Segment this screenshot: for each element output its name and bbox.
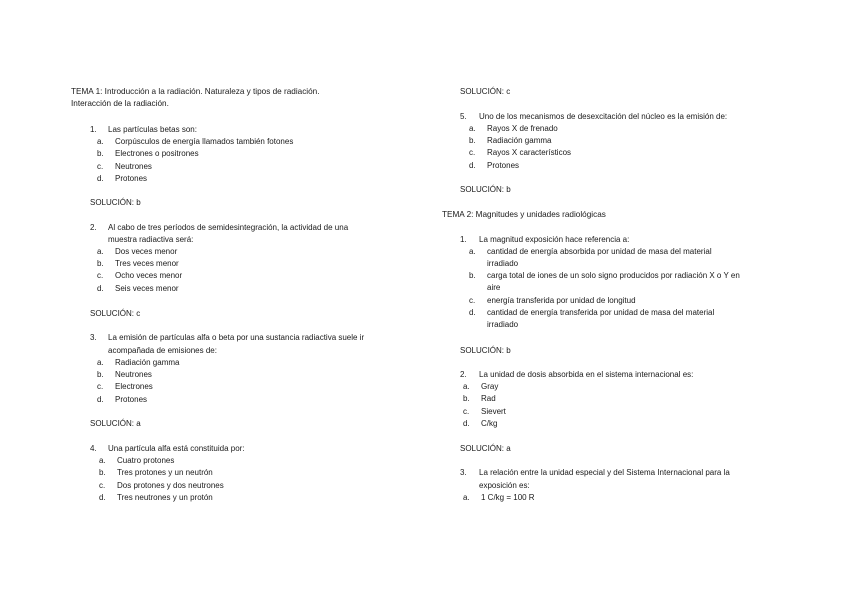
option-letter: b. <box>97 149 104 158</box>
option-text-line2: aire <box>487 283 501 292</box>
option-text: Radiación gamma <box>115 358 180 367</box>
t2-question-2-text: La unidad de dosis absorbida en el sistema internacional es: <box>479 370 694 379</box>
option-text: Cuatro protones <box>117 456 175 465</box>
option-text: Tres neutrones y un protón <box>117 493 213 502</box>
option-text: Tres protones y un neutrón <box>117 468 213 477</box>
question-1-text: Las partículas betas son: <box>108 125 197 134</box>
option-letter: a. <box>97 247 104 256</box>
option-letter: d. <box>469 161 476 170</box>
option-letter: a. <box>97 137 104 146</box>
option-letter: c. <box>97 162 104 171</box>
option-letter: c. <box>97 382 104 391</box>
option-letter: a. <box>469 124 476 133</box>
option-text: Seis veces menor <box>115 284 179 293</box>
t2-question-3-text-line2: exposición es: <box>479 481 530 490</box>
t2-solution-2: SOLUCIÓN: a <box>460 444 511 453</box>
solution-2: SOLUCIÓN: c <box>90 309 141 318</box>
t2-question-1-number: 1. <box>460 235 467 244</box>
option-letter: b. <box>99 468 106 477</box>
option-text: C/kg <box>481 419 498 428</box>
option-text: Protones <box>115 395 148 404</box>
t2-question-2-number: 2. <box>460 370 467 379</box>
question-3-text-line1: La emisión de partículas alfa o beta por una sustancia radiactiva suele ir <box>108 333 365 342</box>
tema1-title-line1: TEMA 1: Introducción a la radiación. Naturaleza y tipos de radiación. <box>71 87 320 96</box>
question-2-text-line1: Al cabo de tres períodos de semidesintegración, la actividad de una <box>108 223 349 232</box>
option-letter: b. <box>469 136 476 145</box>
question-5-number: 5. <box>460 112 467 121</box>
option-text-line2: irradiado <box>487 259 519 268</box>
option-text: Radiación gamma <box>487 136 552 145</box>
option-text: Sievert <box>481 407 506 416</box>
option-text: Electrones <box>115 382 153 391</box>
option-letter: c. <box>469 148 476 157</box>
question-5-text: Uno de los mecanismos de desexcitación del núcleo es la emisión de: <box>479 112 728 121</box>
option-letter: a. <box>469 247 476 256</box>
t2-question-3-number: 3. <box>460 468 467 477</box>
option-text: Ocho veces menor <box>115 271 183 280</box>
option-letter: a. <box>463 382 470 391</box>
option-text: Dos protones y dos neutrones <box>117 481 224 490</box>
option-letter: c. <box>99 481 106 490</box>
solution-5: SOLUCIÓN: b <box>460 185 511 194</box>
question-2-text-line2: muestra radiactiva será: <box>108 235 194 244</box>
solution-1: SOLUCIÓN: b <box>90 198 141 207</box>
option-text-line1: carga total de iones de un solo signo producidos por radiación X o Y en <box>487 271 740 280</box>
solution-3: SOLUCIÓN: a <box>90 419 141 428</box>
question-2-number: 2. <box>90 223 97 232</box>
option-letter: d. <box>97 174 104 183</box>
option-letter: b. <box>97 259 104 268</box>
question-4-text: Una partícula alfa está constituida por: <box>108 444 245 453</box>
option-text: 1 C/kg = 100 R <box>481 493 535 502</box>
option-text: Neutrones <box>115 370 152 379</box>
t2-solution-1: SOLUCIÓN: b <box>460 346 511 355</box>
option-letter: d. <box>99 493 106 502</box>
option-letter: d. <box>97 284 104 293</box>
option-letter: a. <box>463 493 470 502</box>
option-text: Rayos X característicos <box>487 148 572 157</box>
solution-4: SOLUCIÓN: c <box>460 87 511 96</box>
question-1-number: 1. <box>90 125 97 134</box>
option-text: Dos veces menor <box>115 247 178 256</box>
option-letter: d. <box>469 308 476 317</box>
tema1-title-line2: Interacción de la radiación. <box>71 99 169 108</box>
option-text: Gray <box>481 382 499 391</box>
option-text-line1: cantidad de energía transferida por unidad de masa del material <box>487 308 715 317</box>
t2-question-1-text: La magnitud exposición hace referencia a: <box>479 235 630 244</box>
option-letter: d. <box>97 395 104 404</box>
t2-question-3-text-line1: La relación entre la unidad especial y del Sistema Internacional para la <box>479 468 730 477</box>
option-text: Rad <box>481 394 496 403</box>
option-text: Tres veces menor <box>115 259 179 268</box>
question-3-number: 3. <box>90 333 97 342</box>
question-4-number: 4. <box>90 444 97 453</box>
option-letter: a. <box>97 358 104 367</box>
option-text: Neutrones <box>115 162 152 171</box>
option-letter: a. <box>99 456 106 465</box>
option-text-line2: irradiado <box>487 320 519 329</box>
option-text: Protones <box>115 174 148 183</box>
option-text: Corpúsculos de energía llamados también fotones <box>115 137 294 146</box>
option-text-line1: cantidad de energía absorbida por unidad de masa del material <box>487 247 712 256</box>
option-text: Electrones o positrones <box>115 149 199 158</box>
option-text: Rayos X de frenado <box>487 124 558 133</box>
option-letter: c. <box>469 296 476 305</box>
option-letter: b. <box>469 271 476 280</box>
option-letter: c. <box>463 407 470 416</box>
option-letter: c. <box>97 271 104 280</box>
option-letter: b. <box>463 394 470 403</box>
question-3-text-line2: acompañada de emisiones de: <box>108 346 217 355</box>
option-letter: b. <box>97 370 104 379</box>
option-text-line1: energía transferida por unidad de longitud <box>487 296 636 305</box>
tema2-title: TEMA 2: Magnitudes y unidades radiológicas <box>442 210 606 219</box>
option-letter: d. <box>463 419 470 428</box>
option-text: Protones <box>487 161 520 170</box>
